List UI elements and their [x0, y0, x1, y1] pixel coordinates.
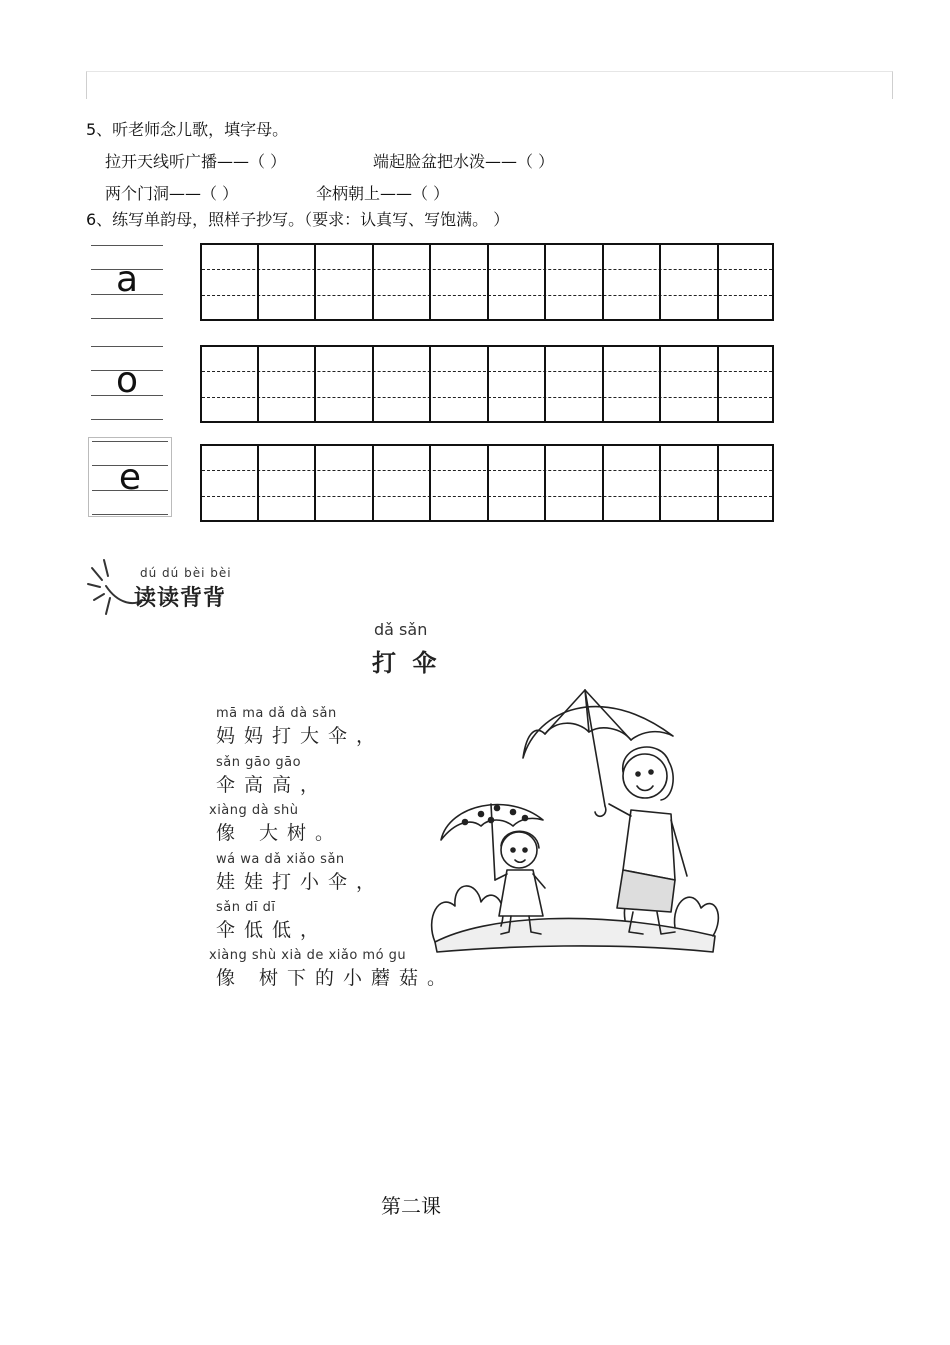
poem-title-pinyin: dǎ sǎn — [374, 620, 428, 639]
rhyme-item-2: 端起脸盆把水泼——（ ） — [373, 152, 555, 171]
letter-e: e — [118, 457, 142, 498]
writing-grid-a[interactable] — [200, 243, 774, 321]
poem-line-2-pinyin: sǎn gāo gāo — [216, 755, 302, 770]
question-6-title: 6、练写单韵母，照样子抄写。（要求：认真写、写饱满。 ） — [86, 210, 510, 229]
writing-grid-o[interactable] — [200, 345, 774, 423]
poem-line-1: 妈妈打大伞， — [216, 725, 385, 747]
letter-o: o — [115, 360, 139, 401]
poem-line-5: 伞低低， — [216, 919, 329, 941]
rhyme-item-3: 两个门洞——（ ） — [105, 184, 239, 203]
writing-grid-e[interactable] — [200, 444, 774, 522]
poem-line-1-pinyin: mā ma dǎ dà sǎn — [216, 706, 337, 721]
sample-letter-a — [88, 242, 166, 322]
sample-letter-e — [88, 437, 172, 517]
poem-line-4: 娃娃打小伞， — [216, 871, 385, 893]
lesson-title: 第二课 — [381, 1194, 441, 1218]
banner-pinyin: dú dú bèi bèi — [140, 566, 232, 580]
poem-line-3-pinyin: xiàng dà shù — [209, 803, 299, 818]
poem-line-6: 像 树下的小蘑菇。 — [216, 967, 456, 989]
question-5-title: 5、听老师念儿歌，填字母。 — [86, 120, 289, 139]
poem-line-2: 伞高高， — [216, 774, 329, 796]
rhyme-item-1: 拉开天线听广播——（ ） — [105, 152, 287, 171]
banner-title: 读读背背 — [134, 586, 227, 611]
sample-letter-o — [88, 343, 166, 423]
poem-line-5-pinyin: sǎn dī dī — [216, 900, 276, 915]
poem-title: 打 伞 — [372, 649, 441, 677]
page-header-frame — [86, 71, 893, 99]
rhyme-item-4: 伞柄朝上——（ ） — [316, 184, 450, 203]
poem-line-3: 像 大树。 — [216, 822, 344, 844]
poem-line-4-pinyin: wá wa dǎ xiǎo sǎn — [216, 852, 345, 867]
letter-a: a — [115, 259, 139, 300]
umbrella-illustration — [425, 680, 725, 985]
poem-line-6-pinyin: xiàng shù xià de xiǎo mó gu — [209, 948, 407, 963]
